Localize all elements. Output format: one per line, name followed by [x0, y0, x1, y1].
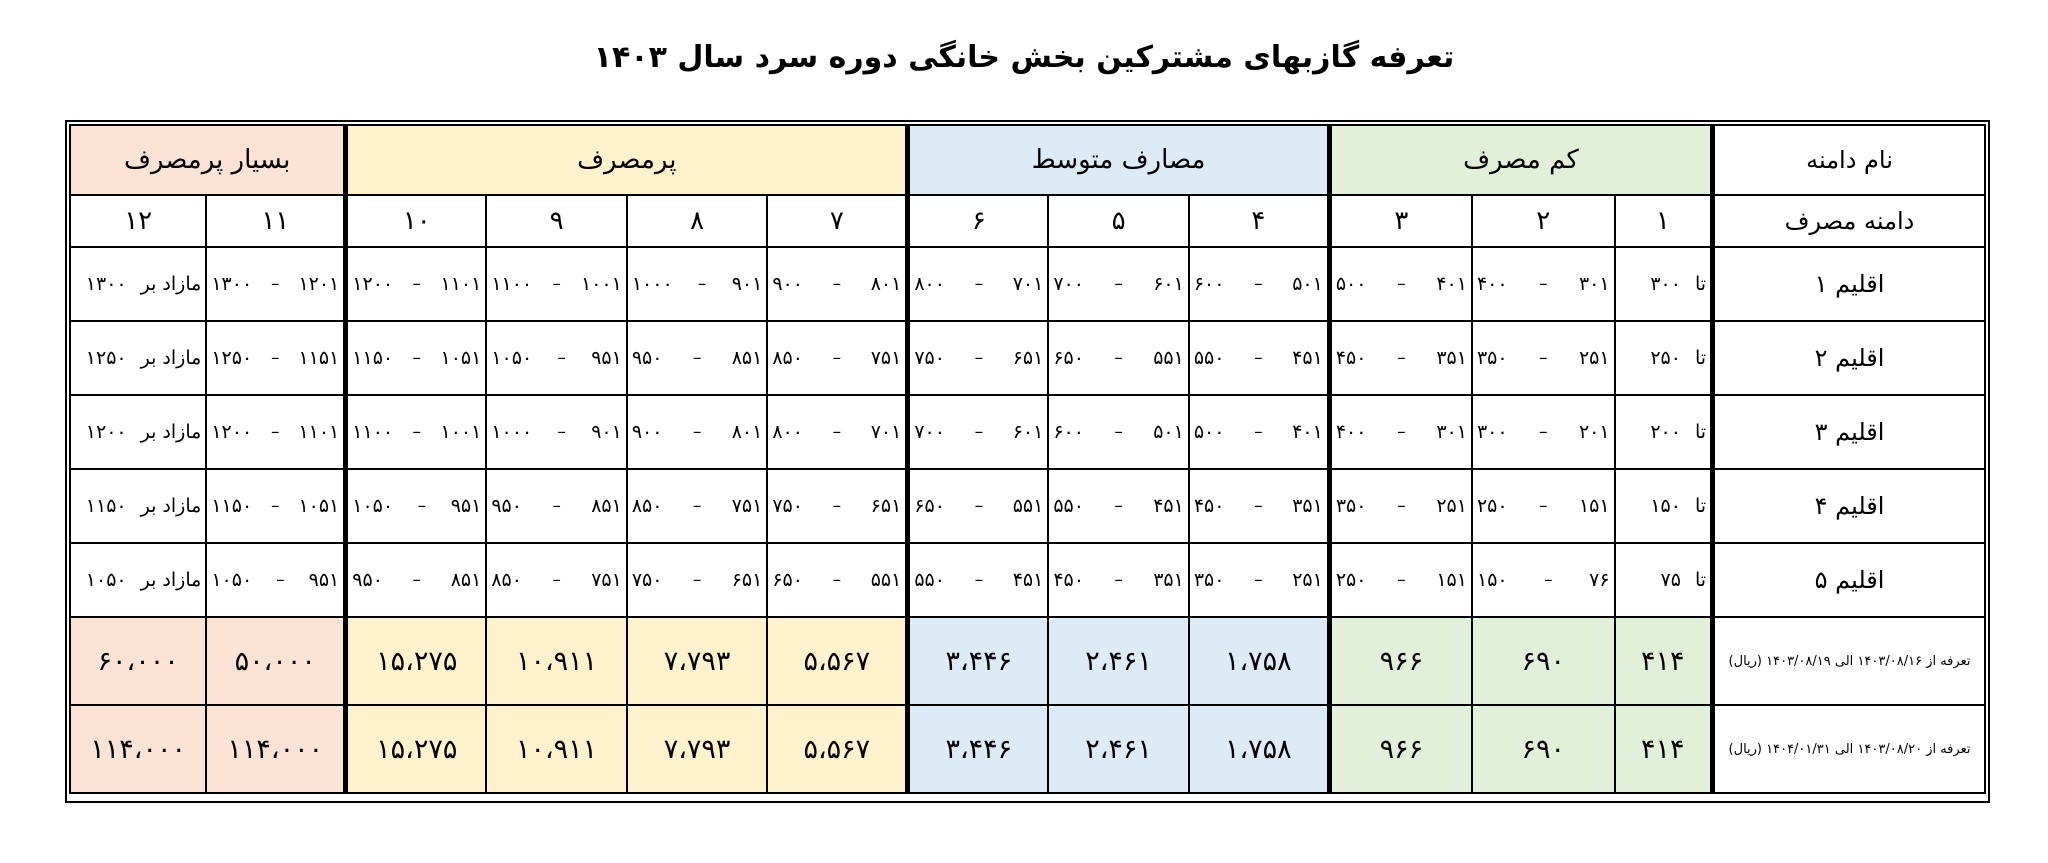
- range-to: ۷۰۰: [914, 421, 945, 443]
- range-cell: [206, 543, 345, 617]
- range-from: ۲۵۱: [1436, 495, 1467, 517]
- climate-zone-label: اقلیم ۱: [1713, 247, 1985, 321]
- range-cell: [346, 543, 487, 617]
- range-cell: [346, 321, 487, 395]
- range-to: ۲۵۰: [1335, 569, 1367, 591]
- range-cell: [627, 247, 768, 321]
- range-to: ۲۵۰: [1476, 495, 1508, 517]
- tariff-price-cell: ۲،۴۶۱: [1048, 617, 1189, 705]
- range-from: ۱۱۰۱: [298, 421, 340, 443]
- tariff-price-cell: ۶۹۰: [1472, 705, 1615, 793]
- range-to: ۷۵۰: [631, 569, 663, 591]
- range-dash: –: [1114, 496, 1123, 516]
- range-to: ۱۱۰۰: [352, 421, 394, 443]
- range-from: ۴۵۱: [1153, 495, 1184, 517]
- tariff-price-cell: ۱۱۴،۰۰۰: [206, 705, 345, 793]
- range-cell: [1189, 247, 1330, 321]
- range-from: ۱۵۱: [1436, 569, 1467, 591]
- range-cell: [1472, 321, 1615, 395]
- range-cell: [767, 321, 908, 395]
- range-dash: –: [552, 570, 561, 590]
- range-dash: –: [832, 496, 842, 516]
- range-number-row: [70, 195, 1985, 247]
- range-from: ۷۰۱: [1012, 273, 1044, 295]
- range-cell: [346, 395, 487, 469]
- range-from: ۵۵۱: [1153, 347, 1184, 369]
- range-to: ۱۲۰۰: [211, 421, 253, 443]
- range-dash: –: [271, 274, 280, 294]
- range-from: ۸۵۱: [591, 495, 622, 517]
- range-cell: [1329, 321, 1472, 395]
- climate-zone-label: اقلیم ۴: [1713, 469, 1985, 543]
- range-upper-limit: ۷۵: [1660, 569, 1681, 591]
- excess-label: مازاد بر: [140, 569, 202, 591]
- tariff-price-cell: ۵،۵۶۷: [767, 705, 908, 793]
- range-from: ۱۲۰۱: [298, 273, 340, 295]
- range-from: ۷۵۱: [731, 495, 763, 517]
- range-to: ۱۲۰۰: [352, 273, 394, 295]
- range-cell: [1048, 395, 1189, 469]
- range-dash: –: [1114, 422, 1123, 442]
- range-from: ۱۱۰۱: [440, 273, 482, 295]
- row-label-consumption-range: دامنه مصرف: [1713, 195, 1985, 247]
- range-from: ۳۰۱: [1436, 421, 1467, 443]
- range-to: ۵۵۰: [1053, 495, 1084, 517]
- climate-zone-label: اقلیم ۲: [1713, 321, 1985, 395]
- range-dash: –: [1397, 422, 1406, 442]
- tariff-price-cell: ۱،۷۵۸: [1189, 617, 1330, 705]
- group-header-row: [70, 125, 1985, 195]
- group-medium-consumption: مصارف متوسط: [908, 125, 1330, 195]
- tariff-price-cell: ۹۶۶: [1329, 705, 1472, 793]
- range-dash: –: [1539, 348, 1548, 368]
- page-title: تعرفه گازبهای مشترکین بخش خانگی دوره سرد سال ۱۴۰۳: [593, 40, 1455, 75]
- tariff-price-cell: ۱۰،۹۱۱: [486, 705, 627, 793]
- range-cell: [206, 321, 345, 395]
- range-cell: [908, 395, 1049, 469]
- range-cell: [908, 469, 1049, 543]
- range-cell: [1329, 543, 1472, 617]
- range-number: ۱۰: [346, 195, 487, 247]
- range-dash: –: [974, 274, 984, 294]
- range-dash: –: [1397, 348, 1406, 368]
- range-dash: –: [832, 422, 842, 442]
- range-from: ۷۰۱: [870, 421, 902, 443]
- range-from: ۱۰۰۱: [440, 421, 482, 443]
- range-lower-limit: ۱۱۵۰: [85, 495, 127, 517]
- range-to: ۶۰۰: [1193, 273, 1225, 295]
- upto-label: تا: [1694, 273, 1707, 295]
- range-cell: [70, 247, 206, 321]
- range-cell: [1329, 247, 1472, 321]
- range-dash: –: [1397, 274, 1406, 294]
- range-to: ۹۰۰: [772, 273, 803, 295]
- range-cell: [627, 543, 768, 617]
- excess-label: مازاد بر: [140, 273, 202, 295]
- range-to: ۱۱۵۰: [211, 495, 253, 517]
- range-to: ۳۵۰: [1476, 347, 1508, 369]
- climate-zone-row: [70, 395, 1985, 469]
- range-cell: [627, 321, 768, 395]
- range-to: ۸۰۰: [914, 273, 945, 295]
- range-to: ۱۰۰۰: [491, 421, 533, 443]
- range-cell: [908, 247, 1049, 321]
- range-lower-limit: ۱۳۰۰: [85, 273, 127, 295]
- range-cell: [486, 321, 627, 395]
- range-from: ۷۵۱: [591, 569, 622, 591]
- range-from: ۶۵۱: [870, 495, 902, 517]
- range-number: ۳: [1329, 195, 1472, 247]
- range-cell: [1615, 395, 1713, 469]
- range-to: ۴۵۰: [1193, 495, 1225, 517]
- tariff-row: [70, 705, 1985, 793]
- range-dash: –: [412, 348, 422, 368]
- range-dash: –: [1254, 348, 1263, 368]
- range-dash: –: [1254, 496, 1263, 516]
- range-dash: –: [276, 570, 285, 590]
- group-low-consumption: کم مصرف: [1329, 125, 1712, 195]
- tariff-price-cell: ۷،۷۹۳: [627, 705, 768, 793]
- range-dash: –: [1397, 570, 1406, 590]
- range-from: ۴۵۱: [1012, 569, 1044, 591]
- range-from: ۴۰۱: [1292, 421, 1323, 443]
- tariff-price-cell: ۵۰،۰۰۰: [206, 617, 345, 705]
- range-to: ۴۰۰: [1335, 421, 1367, 443]
- upto-label: تا: [1694, 347, 1707, 369]
- range-cell: [1329, 469, 1472, 543]
- range-lower-limit: ۱۲۰۰: [85, 421, 127, 443]
- range-to: ۷۵۰: [914, 347, 945, 369]
- range-from: ۳۰۱: [1578, 273, 1610, 295]
- range-dash: –: [974, 348, 984, 368]
- range-lower-limit: ۱۲۵۰: [85, 347, 127, 369]
- climate-zone-row: [70, 321, 1985, 395]
- range-cell: [1472, 543, 1615, 617]
- range-to: ۴۰۰: [1476, 273, 1508, 295]
- range-number: ۷: [767, 195, 908, 247]
- climate-zone-row: [70, 247, 1985, 321]
- range-cell: [1472, 247, 1615, 321]
- range-to: ۱۰۰۰: [631, 273, 673, 295]
- range-cell: [70, 543, 206, 617]
- tariff-price-cell: ۴۱۴: [1615, 617, 1713, 705]
- range-from: ۶۰۱: [1012, 421, 1044, 443]
- range-from: ۸۰۱: [731, 421, 763, 443]
- range-upper-limit: ۱۵۰: [1650, 495, 1681, 517]
- range-to: ۱۰۵۰: [352, 495, 394, 517]
- range-dash: –: [832, 570, 842, 590]
- climate-zone-row: [70, 469, 1985, 543]
- range-cell: [1472, 395, 1615, 469]
- range-dash: –: [552, 274, 561, 294]
- range-dash: –: [412, 274, 422, 294]
- climate-zone-row: [70, 543, 1985, 617]
- range-from: ۳۵۱: [1436, 347, 1467, 369]
- range-to: ۳۵۰: [1335, 495, 1367, 517]
- tariff-price-cell: ۵،۵۶۷: [767, 617, 908, 705]
- range-cell: [1615, 469, 1713, 543]
- tariff-price-cell: ۱۵،۲۷۵: [346, 705, 487, 793]
- range-number: ۵: [1048, 195, 1189, 247]
- range-to: ۹۵۰: [631, 347, 663, 369]
- range-dash: –: [697, 274, 707, 294]
- range-to: ۳۰۰: [1476, 421, 1508, 443]
- tariff-price-cell: ۹۶۶: [1329, 617, 1472, 705]
- range-dash: –: [692, 348, 702, 368]
- range-to: ۱۰۵۰: [491, 347, 533, 369]
- range-number: ۱۱: [206, 195, 345, 247]
- range-from: ۱۰۵۱: [298, 495, 340, 517]
- range-to: ۶۰۰: [1053, 421, 1084, 443]
- range-number: ۱: [1615, 195, 1713, 247]
- range-dash: –: [1114, 348, 1123, 368]
- range-number: ۱۲: [70, 195, 206, 247]
- range-dash: –: [974, 570, 984, 590]
- range-number: ۶: [908, 195, 1049, 247]
- range-cell: [767, 395, 908, 469]
- range-cell: [206, 247, 345, 321]
- range-dash: –: [1254, 274, 1263, 294]
- range-number: ۲: [1472, 195, 1615, 247]
- range-from: ۲۵۱: [1292, 569, 1323, 591]
- range-to: ۱۰۵۰: [211, 569, 253, 591]
- excess-label: مازاد بر: [140, 347, 202, 369]
- range-dash: –: [557, 422, 566, 442]
- range-dash: –: [412, 570, 422, 590]
- range-cell: [627, 395, 768, 469]
- tariff-price-cell: ۱،۷۵۸: [1189, 705, 1330, 793]
- range-from: ۵۰۱: [1292, 273, 1323, 295]
- tariff-period-label: تعرفه از ۱۴۰۳/۰۸/۱۶ الی ۱۴۰۳/۰۸/۱۹ (ریال): [1713, 617, 1985, 705]
- range-to: ۹۵۰: [491, 495, 522, 517]
- range-from: ۴۵۱: [1292, 347, 1323, 369]
- range-to: ۱۵۰: [1476, 569, 1508, 591]
- tariff-price-cell: ۴۱۴: [1615, 705, 1713, 793]
- range-cell: [206, 469, 345, 543]
- range-cell: [70, 469, 206, 543]
- tariff-period-label: تعرفه از ۱۴۰۳/۰۸/۲۰ الی ۱۴۰۴/۰۱/۳۱ (ریال): [1713, 705, 1985, 793]
- range-cell: [1048, 469, 1189, 543]
- range-cell: [346, 469, 487, 543]
- range-from: ۶۵۱: [731, 569, 763, 591]
- tariff-price-cell: ۶۰،۰۰۰: [70, 617, 206, 705]
- range-cell: [627, 469, 768, 543]
- range-cell: [908, 321, 1049, 395]
- tariff-price-cell: ۱۱۴،۰۰۰: [70, 705, 206, 793]
- range-dash: –: [974, 422, 984, 442]
- tariff-price-cell: ۳،۴۴۶: [908, 617, 1049, 705]
- range-from: ۸۰۱: [870, 273, 902, 295]
- range-cell: [1189, 321, 1330, 395]
- range-cell: [767, 469, 908, 543]
- range-number: ۸: [627, 195, 768, 247]
- range-from: ۱۱۵۱: [298, 347, 340, 369]
- range-dash: –: [412, 422, 422, 442]
- climate-zone-label: اقلیم ۵: [1713, 543, 1985, 617]
- range-from: ۷۵۱: [870, 347, 902, 369]
- range-dash: –: [557, 348, 566, 368]
- range-cell: [486, 247, 627, 321]
- range-from: ۹۰۱: [591, 421, 622, 443]
- range-from: ۵۵۱: [1012, 495, 1044, 517]
- range-dash: –: [832, 274, 842, 294]
- range-from: ۷۶: [1589, 569, 1610, 591]
- range-dash: –: [1539, 274, 1548, 294]
- range-cell: [486, 395, 627, 469]
- range-number: ۴: [1189, 195, 1330, 247]
- range-upper-limit: ۲۰۰: [1650, 421, 1681, 443]
- range-dash: –: [1114, 274, 1123, 294]
- range-to: ۳۵۰: [1193, 569, 1225, 591]
- range-cell: [486, 469, 627, 543]
- range-to: ۹۵۰: [352, 569, 383, 591]
- range-from: ۸۵۱: [731, 347, 763, 369]
- group-very-high-consumption: بسیار پرمصرف: [70, 125, 346, 195]
- range-from: ۵۵۱: [870, 569, 902, 591]
- range-to: ۴۵۰: [1335, 347, 1367, 369]
- range-to: ۵۰۰: [1335, 273, 1367, 295]
- range-to: ۶۵۰: [772, 569, 803, 591]
- tariff-price-cell: ۳،۴۴۶: [908, 705, 1049, 793]
- range-from: ۳۵۱: [1153, 569, 1184, 591]
- range-cell: [767, 543, 908, 617]
- range-cell: [70, 321, 206, 395]
- range-from: ۱۰۰۱: [580, 273, 622, 295]
- range-cell: [486, 543, 627, 617]
- tariff-table: [69, 124, 1986, 794]
- range-cell: [1472, 469, 1615, 543]
- range-from: ۹۰۱: [731, 273, 763, 295]
- range-cell: [70, 395, 206, 469]
- upto-label: تا: [1694, 569, 1707, 591]
- range-from: ۳۵۱: [1292, 495, 1323, 517]
- tariff-price-cell: ۱۵،۲۷۵: [346, 617, 487, 705]
- range-to: ۶۵۰: [1053, 347, 1084, 369]
- range-from: ۴۰۱: [1436, 273, 1467, 295]
- range-to: ۵۵۰: [1193, 347, 1225, 369]
- range-dash: –: [832, 348, 842, 368]
- range-from: ۶۵۱: [1012, 347, 1044, 369]
- range-cell: [206, 395, 345, 469]
- tariff-price-cell: ۱۰،۹۱۱: [486, 617, 627, 705]
- range-dash: –: [692, 496, 702, 516]
- range-upper-limit: ۳۰۰: [1650, 273, 1681, 295]
- range-from: ۹۵۱: [308, 569, 340, 591]
- range-dash: –: [1114, 570, 1123, 590]
- range-to: ۴۵۰: [1053, 569, 1084, 591]
- tariff-row: [70, 617, 1985, 705]
- range-cell: [1329, 395, 1472, 469]
- range-dash: –: [1254, 570, 1263, 590]
- range-dash: –: [1544, 570, 1553, 590]
- range-to: ۵۰۰: [1193, 421, 1225, 443]
- climate-zone-label: اقلیم ۳: [1713, 395, 1985, 469]
- range-from: ۱۵۱: [1578, 495, 1610, 517]
- range-cell: [767, 247, 908, 321]
- row-label-range-name: نام دامنه: [1713, 125, 1985, 195]
- range-to: ۷۰۰: [1053, 273, 1084, 295]
- range-from: ۸۵۱: [450, 569, 482, 591]
- range-dash: –: [271, 496, 280, 516]
- range-cell: [908, 543, 1049, 617]
- range-from: ۹۵۱: [450, 495, 482, 517]
- tariff-price-cell: ۶۹۰: [1472, 617, 1615, 705]
- range-cell: [1189, 469, 1330, 543]
- range-cell: [1048, 321, 1189, 395]
- range-to: ۱۳۰۰: [211, 273, 253, 295]
- range-dash: –: [692, 570, 702, 590]
- range-dash: –: [271, 348, 280, 368]
- range-to: ۹۰۰: [631, 421, 663, 443]
- range-to: ۱۱۵۰: [352, 347, 394, 369]
- range-dash: –: [271, 422, 280, 442]
- range-dash: –: [417, 496, 427, 516]
- range-from: ۹۵۱: [591, 347, 622, 369]
- range-dash: –: [974, 496, 984, 516]
- upto-label: تا: [1694, 495, 1707, 517]
- range-cell: [346, 247, 487, 321]
- range-to: ۵۵۰: [914, 569, 945, 591]
- range-dash: –: [1539, 496, 1548, 516]
- range-cell: [1189, 543, 1330, 617]
- tariff-price-cell: ۷،۷۹۳: [627, 617, 768, 705]
- range-cell: [1048, 247, 1189, 321]
- range-dash: –: [1539, 422, 1548, 442]
- range-dash: –: [1254, 422, 1263, 442]
- range-number: ۹: [486, 195, 627, 247]
- upto-label: تا: [1694, 421, 1707, 443]
- excess-label: مازاد بر: [140, 421, 202, 443]
- tariff-price-cell: ۲،۴۶۱: [1048, 705, 1189, 793]
- range-cell: [1189, 395, 1330, 469]
- range-cell: [1615, 247, 1713, 321]
- range-from: ۵۰۱: [1153, 421, 1184, 443]
- range-cell: [1615, 321, 1713, 395]
- range-from: ۱۰۵۱: [440, 347, 482, 369]
- range-from: ۲۵۱: [1578, 347, 1610, 369]
- range-to: ۱۲۵۰: [211, 347, 253, 369]
- range-dash: –: [552, 496, 561, 516]
- range-to: ۸۵۰: [772, 347, 803, 369]
- range-from: ۲۰۱: [1578, 421, 1610, 443]
- range-upper-limit: ۲۵۰: [1650, 347, 1681, 369]
- range-dash: –: [1397, 496, 1406, 516]
- range-cell: [1615, 543, 1713, 617]
- group-high-consumption: پرمصرف: [346, 125, 908, 195]
- range-to: ۸۵۰: [631, 495, 663, 517]
- range-cell: [1048, 543, 1189, 617]
- range-to: ۶۵۰: [914, 495, 945, 517]
- range-lower-limit: ۱۰۵۰: [85, 569, 127, 591]
- range-to: ۷۵۰: [772, 495, 803, 517]
- range-to: ۸۵۰: [491, 569, 522, 591]
- range-from: ۶۰۱: [1153, 273, 1184, 295]
- range-dash: –: [692, 422, 702, 442]
- range-to: ۱۱۰۰: [491, 273, 533, 295]
- excess-label: مازاد بر: [140, 495, 202, 517]
- range-to: ۸۰۰: [772, 421, 803, 443]
